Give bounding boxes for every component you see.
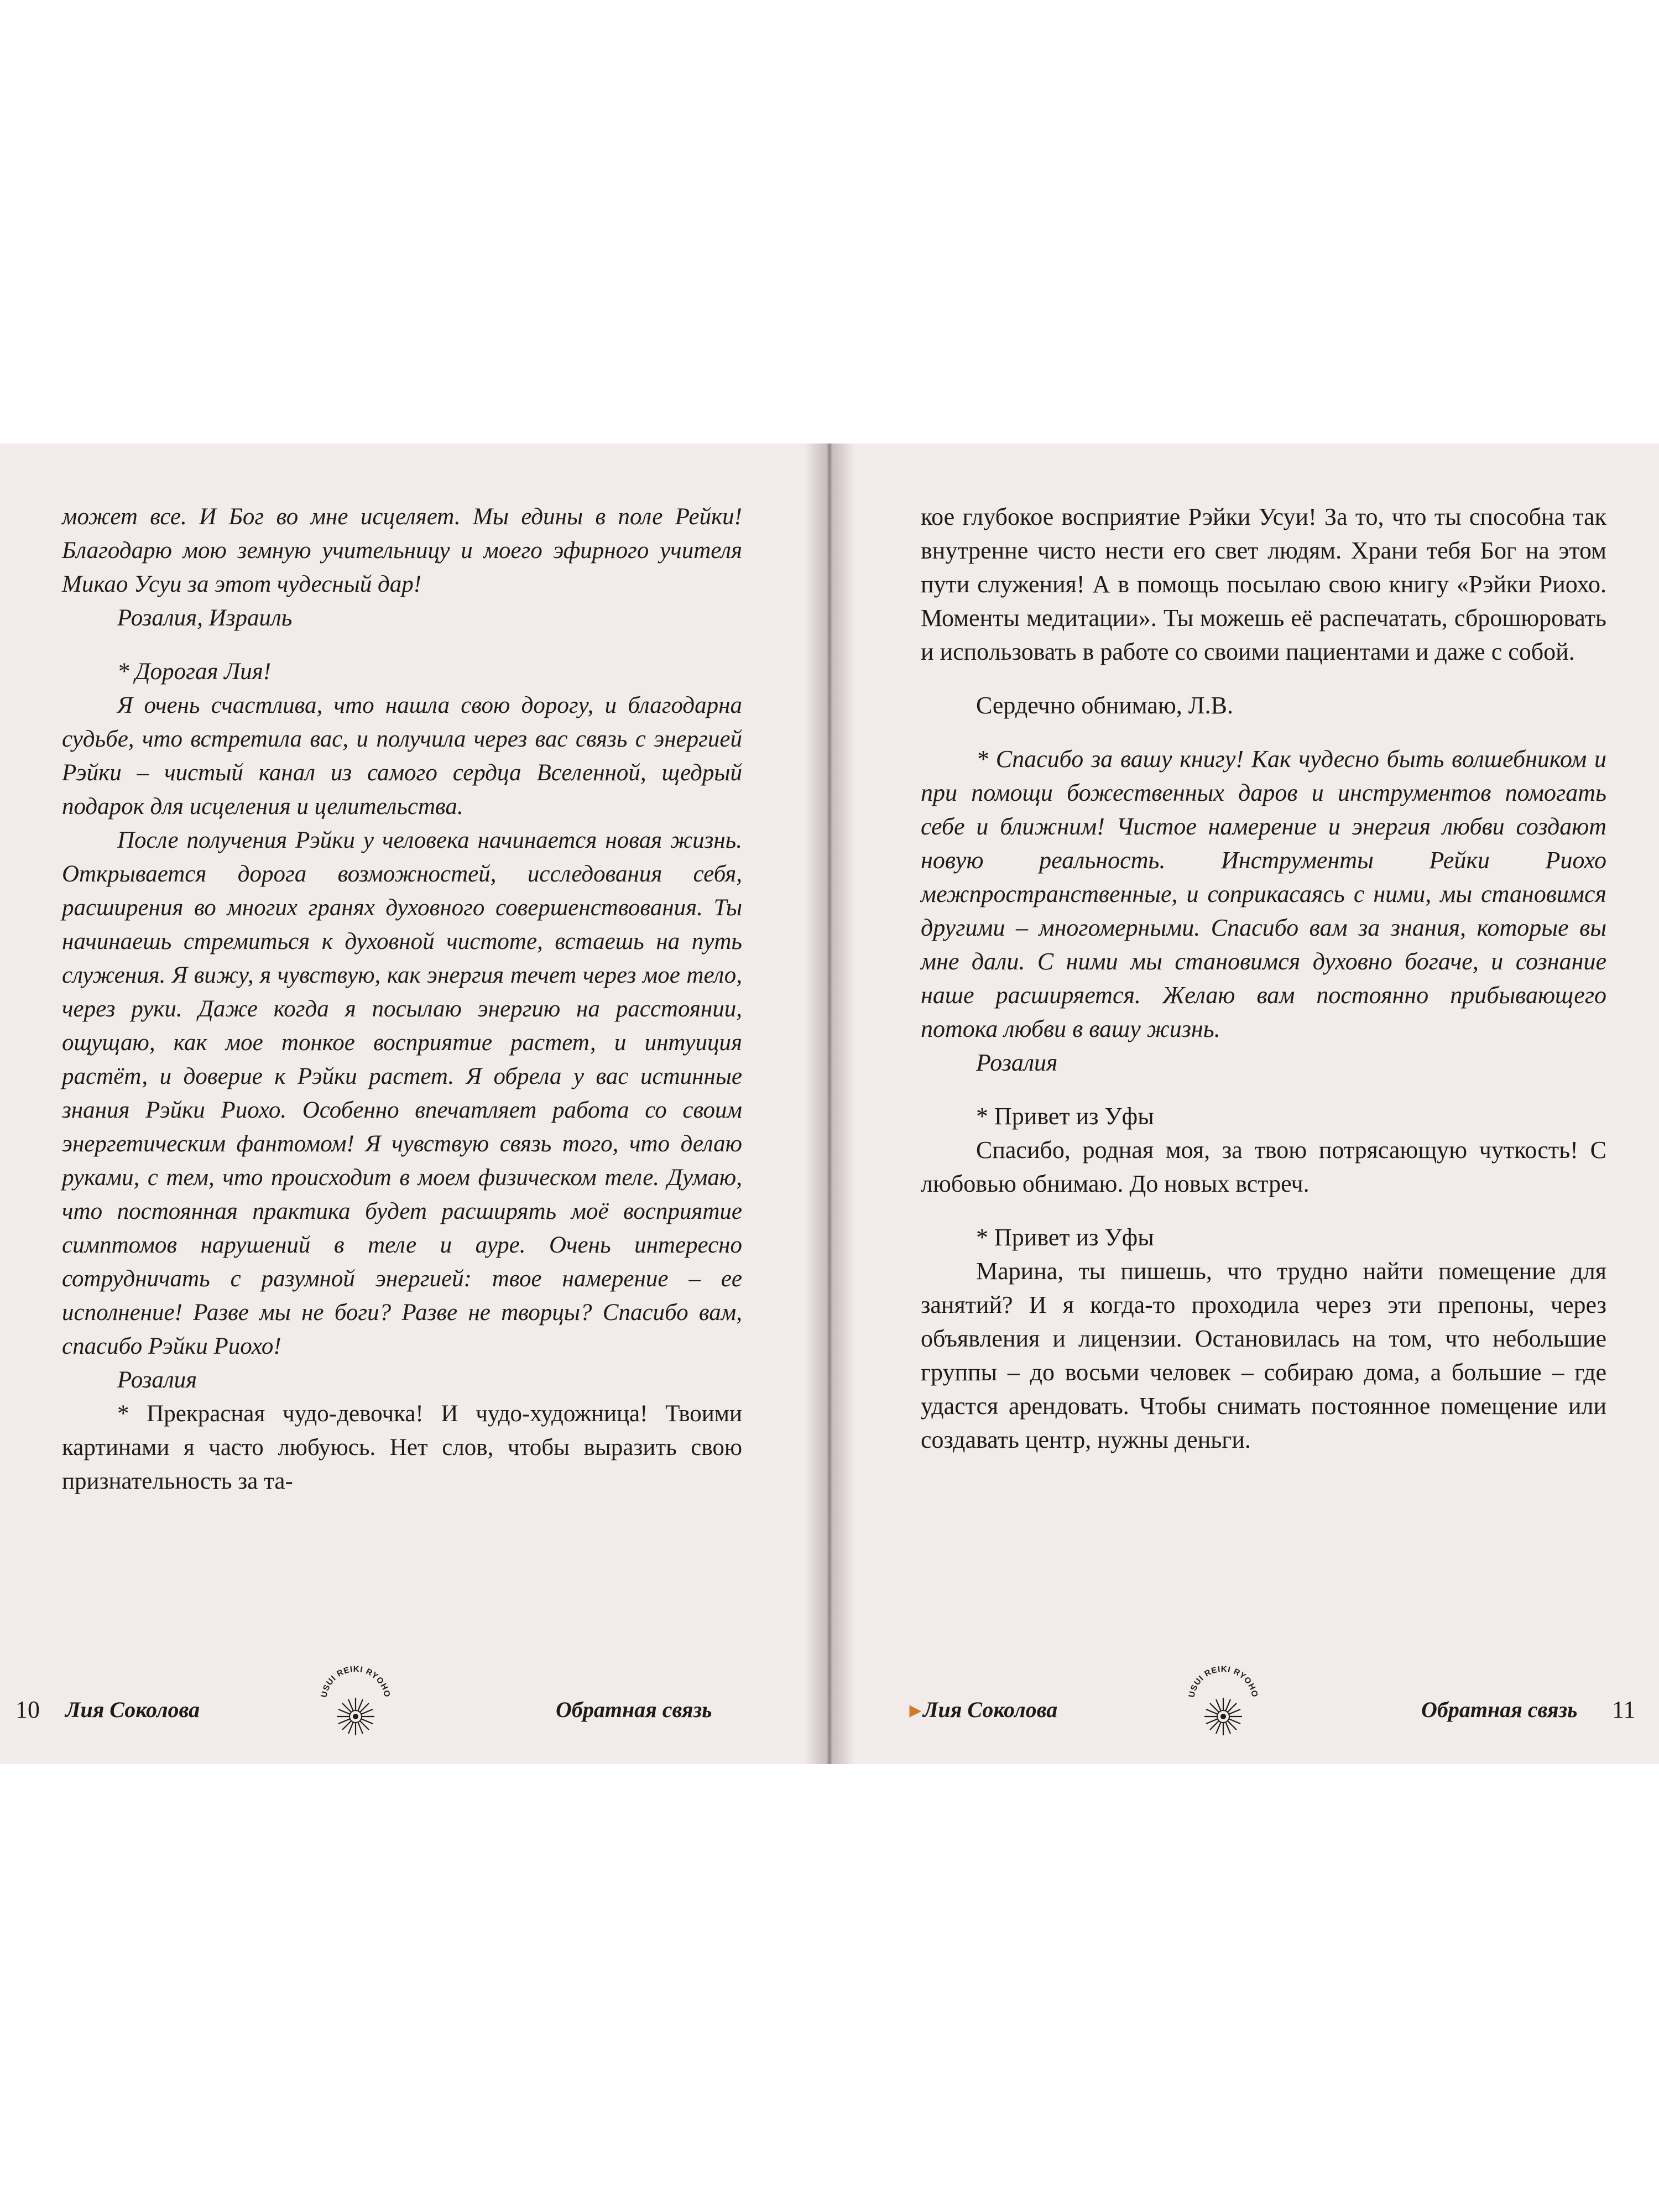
arrow-icon: ▸	[910, 1697, 921, 1722]
left-page	[0, 444, 818, 1764]
signature: Розалия	[117, 1367, 197, 1393]
letter-heading: * Привет из Уфы	[976, 1224, 1154, 1251]
paragraph: * Спасибо за вашу книгу! Как чудесно быть волшебником и при помощи божественных даров и инструментов помогать себе и ближним! Чистое намерение и энергия любви создают новую реальность. Инструменты Рейки Риохо межпространственные, и соприкасаясь с ними, мы становимся другими – многомерными. Спасибо вам за знания, которые вы мне дали. С ними мы становимся духовно богаче, и сознание наше расширяется. Желаю вам постоянно прибывающего потока любви в вашу жизнь.	[921, 745, 1606, 1042]
book-spread	[0, 444, 1659, 1764]
paragraph: Марина, ты пишешь, что трудно найти помещение для занятий? И я когда-то проходила через эти препоны, через объявления и лицензии. Остановилась на том, что небольшие группы – до восьми человек – собираю дома, а большие – где удастся арендовать. Чтобы снимать постоянное помещение или создавать центр, нужны деньги.	[921, 1258, 1606, 1453]
left-page-footer	[0, 1664, 818, 1736]
paragraph: После получения Рэйки у человека начинается новая жизнь. Открывается дорога возможностей, исследования себя, расширения во многих гранях духовного совершенствования. Ты начинаешь стремиться к духовной чистоте, встаешь на путь служения. Я вижу, я чувствую, как энергия течет через мое тело, через руки. Даже когда я посылаю энергию на расстоянии, ощущаю, как мое тонкое восприятие растет, и интуиция растёт, и доверие к Рэйки растет. Я обрела у вас истинные знания Рэйки Риохо. Особенно впечатляет работа со своим энергетическим фантомом! Я чувствую связь того, что делаю руками, с тем, что происходит в моем физическом теле. Думаю, что постоянная практика будет расширять моё восприятие симптомов нарушений в теле и ауре. Очень интересно сотрудничать с разумной энергией: твое намерение – ее исполнение! Разве мы не боги? Разве не творцы? Спасибо вам, спасибо Рэйки Риохо!	[62, 827, 742, 1359]
letter-heading: * Привет из Уфы	[976, 1103, 1154, 1130]
paragraph: может все. И Бог во мне исцеляет. Мы едины в поле Рейки! Благодарю мою земную учительницу и моего эфирного учителя Микао Усуи за этот чудесный дар!	[62, 504, 742, 597]
letter-heading: * Дорогая Лия!	[117, 659, 272, 685]
signature: Розалия	[976, 1049, 1058, 1076]
running-title: Обратная связь	[556, 1697, 712, 1722]
signature: Розалия, Израиль	[117, 605, 293, 631]
page-number: 11	[1612, 1696, 1636, 1723]
right-page-body	[921, 500, 1606, 1457]
left-page-body	[62, 500, 742, 1498]
reiki-sun-emblem-icon	[314, 1657, 397, 1740]
right-page	[841, 444, 1659, 1764]
paragraph: Спасибо, родная моя, за твою потрясающую чуткость! С любовью обнимаю. До новых встреч.	[921, 1136, 1606, 1197]
paragraph: кое глубокое восприятие Рэйки Усуи! За то, что ты способна так внутренне чисто нести его свет людям. Храни тебя Бог на этом пути служения! А в помощь посылаю свою книгу «Рэйки Риохо. Моменты медитации». Ты можешь её распечатать, сброшюровать и использовать в работе со своими пациентами и даже с собой.	[921, 503, 1606, 665]
running-author: Лия Соколова	[65, 1697, 200, 1722]
reiki-sun-emblem-icon	[1182, 1657, 1265, 1740]
page-number: 10	[15, 1696, 40, 1723]
paragraph: Я очень счастлива, что нашла свою дорогу, и благодарна судьбе, что встретила вас, и получила через вас связь с энергией Рэйки – чистый канал из самого сердца Вселенной, щедрый подарок для исцеления и целительства.	[62, 692, 742, 820]
svg-text:USUI REIKI RYOHO: USUI REIKI RYOHO	[1187, 1664, 1260, 1699]
running-author: ▸ Лия Соколова	[910, 1697, 1058, 1722]
paragraph: * Прекрасная чудо-девочка! И чудо-художница! Твоими картинами я часто любуюсь. Нет слов, чтобы выразить свою признательность за та-	[62, 1401, 742, 1494]
right-page-footer	[841, 1664, 1659, 1736]
running-title: Обратная связь	[1421, 1697, 1578, 1722]
signature: Сердечно обнимаю, Л.В.	[976, 692, 1233, 719]
svg-text:USUI REIKI RYOHO: USUI REIKI RYOHO	[319, 1664, 392, 1699]
